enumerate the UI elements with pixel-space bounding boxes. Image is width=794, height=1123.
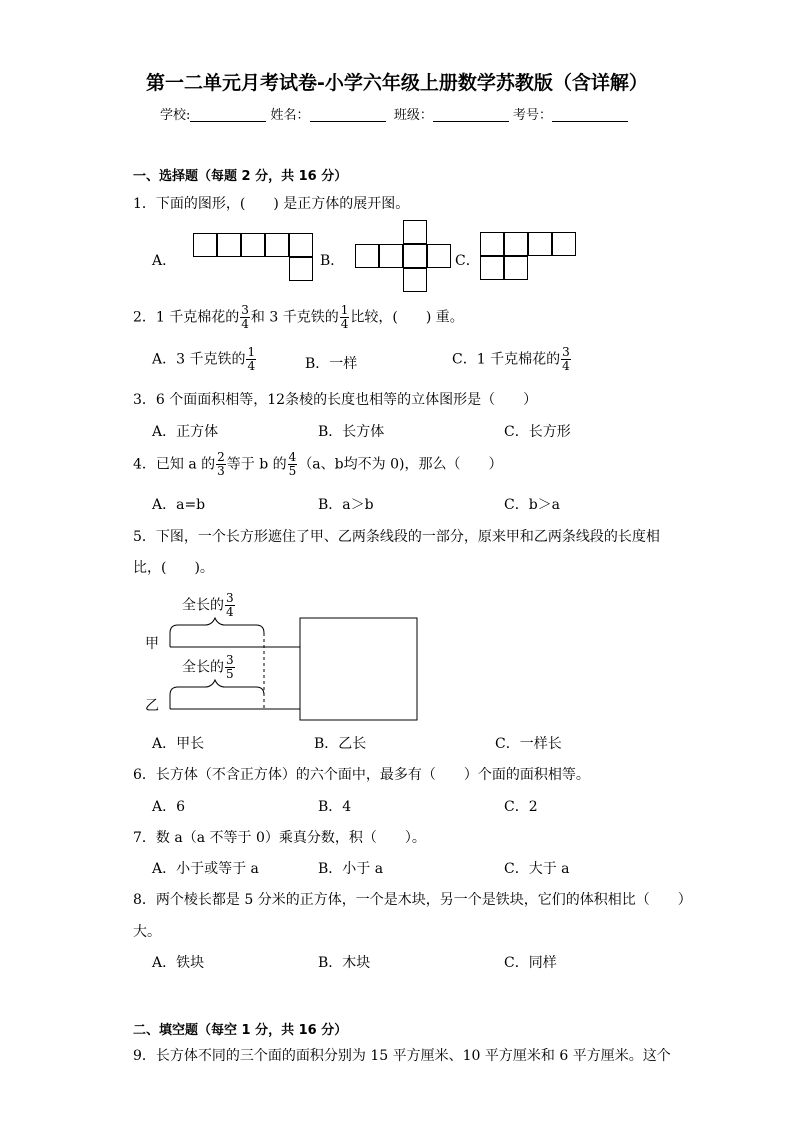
- q6-option-a[interactable]: A．6: [152, 799, 186, 815]
- q8-option-c[interactable]: C．同样: [504, 955, 557, 971]
- q2-option-b[interactable]: B．一样: [305, 356, 358, 372]
- q6-stem: 6．长方体（不含正方体）的六个面中，最多有（ ）个面的面积相等。: [133, 767, 590, 783]
- top-brace: [170, 618, 264, 633]
- q5-line2: 比，( )。: [133, 560, 214, 576]
- q2-stem: 2．1 千克棉花的 $\frac{3}{4}$ 和 3 千克铁的 $\frac{1}{4}$ 比较，( ) 重。: [133, 303, 464, 331]
- q1-option-b[interactable]: B．: [320, 253, 345, 269]
- q5-option-b[interactable]: B．乙长: [314, 736, 367, 752]
- fraction: $\frac{1}{4}$: [340, 303, 349, 331]
- q6-option-c[interactable]: C．2: [504, 799, 538, 815]
- q8-line2: 大。: [133, 924, 161, 940]
- fraction: $\frac{4}{5}$: [288, 450, 297, 478]
- student-info-line: [160, 104, 628, 123]
- q1-option-a[interactable]: A．: [152, 253, 177, 269]
- bottom-fraction-label: 全长的 $\frac{3}{5}$: [182, 653, 234, 681]
- q3-stem: 3．6 个面面积相等，12条棱的长度也相等的立体图形是（ ）: [133, 392, 538, 408]
- q7-option-b[interactable]: B．小于 a: [318, 861, 384, 877]
- name-label: 姓名：: [270, 108, 310, 123]
- q7-option-c[interactable]: C．大于 a: [504, 861, 570, 877]
- section2-heading: 二、填空题（每空 1 分，共 16 分）: [133, 1023, 348, 1038]
- q4-stem: 4．已知 a 的 $\frac{2}{3}$ 等于 b 的 $\frac{4}{5}$ （a、b均不为 0)，那么（ ）: [133, 450, 503, 478]
- fraction: $\frac{3}{4}$: [562, 345, 570, 373]
- q3-option-c[interactable]: C．长方形: [504, 424, 571, 440]
- q8-option-b[interactable]: B．木块: [318, 955, 371, 971]
- fraction: $\frac{1}{4}$: [247, 345, 256, 373]
- bottom-brace: [170, 680, 264, 695]
- q9-stem: 9．长方体不同的三个面的面积分别为 15 平方厘米、10 平方厘米和 6 平方厘米。这个: [133, 1048, 671, 1064]
- fraction: $\frac{3}{4}$: [226, 591, 234, 619]
- class-label: 班级：: [393, 108, 433, 123]
- q6-option-b[interactable]: B．4: [318, 799, 352, 815]
- number-blank[interactable]: [552, 107, 628, 122]
- name-blank[interactable]: [310, 107, 386, 122]
- top-fraction-label: 全长的 $\frac{3}{4}$: [182, 591, 234, 619]
- q1-stem: 1．下面的图形，( ) 是正方体的展开图。: [133, 196, 410, 212]
- q4-option-a[interactable]: A．a=b: [152, 497, 206, 513]
- q4-option-c[interactable]: C．b＞a: [504, 497, 561, 513]
- yi-label: 乙: [145, 698, 159, 714]
- school-blank[interactable]: [190, 107, 266, 122]
- q3-option-b[interactable]: B．长方体: [318, 424, 385, 440]
- section1-heading: 一、选择题（每题 2 分，共 16 分）: [133, 169, 348, 184]
- q7-stem: 7．数 a（a 不等于 0）乘真分数，积（ ）。: [133, 830, 426, 846]
- q4-option-b[interactable]: B．a＞b: [318, 497, 374, 513]
- q2-option-c[interactable]: C．1 千克棉花的 $\frac{3}{4}$: [452, 345, 570, 373]
- fraction: $\frac{2}{3}$: [217, 450, 225, 478]
- segment-figure: [160, 615, 430, 725]
- class-blank[interactable]: [433, 107, 509, 122]
- school-label: 学校:: [160, 108, 191, 123]
- q7-option-a[interactable]: A．小于或等于 a: [152, 861, 259, 877]
- q8-line1: 8．两个棱长都是 5 分米的正方体，一个是木块，另一个是铁块，它们的体积相比（ ）: [133, 892, 692, 908]
- q3-option-a[interactable]: A．正方体: [152, 424, 219, 440]
- page-title: 第一二单元月考试卷-小学六年级上册数学苏教版（含详解）: [146, 72, 648, 94]
- q8-option-a[interactable]: A．铁块: [152, 955, 205, 971]
- number-label: 考号：: [512, 108, 552, 123]
- covering-rectangle: [300, 618, 417, 720]
- q2-option-a[interactable]: A．3 千克铁的 $\frac{1}{4}$: [152, 345, 256, 373]
- q1-option-c[interactable]: C．: [455, 253, 480, 269]
- q5-option-c[interactable]: C．一样长: [495, 736, 562, 752]
- fraction: $\frac{3}{4}$: [241, 303, 249, 331]
- q5-option-a[interactable]: A．甲长: [152, 736, 205, 752]
- jia-label: 甲: [145, 636, 159, 652]
- q5-line1: 5．下图，一个长方形遮住了甲、乙两条线段的一部分，原来甲和乙两条线段的长度相: [133, 529, 660, 545]
- fraction: $\frac{3}{5}$: [226, 653, 234, 681]
